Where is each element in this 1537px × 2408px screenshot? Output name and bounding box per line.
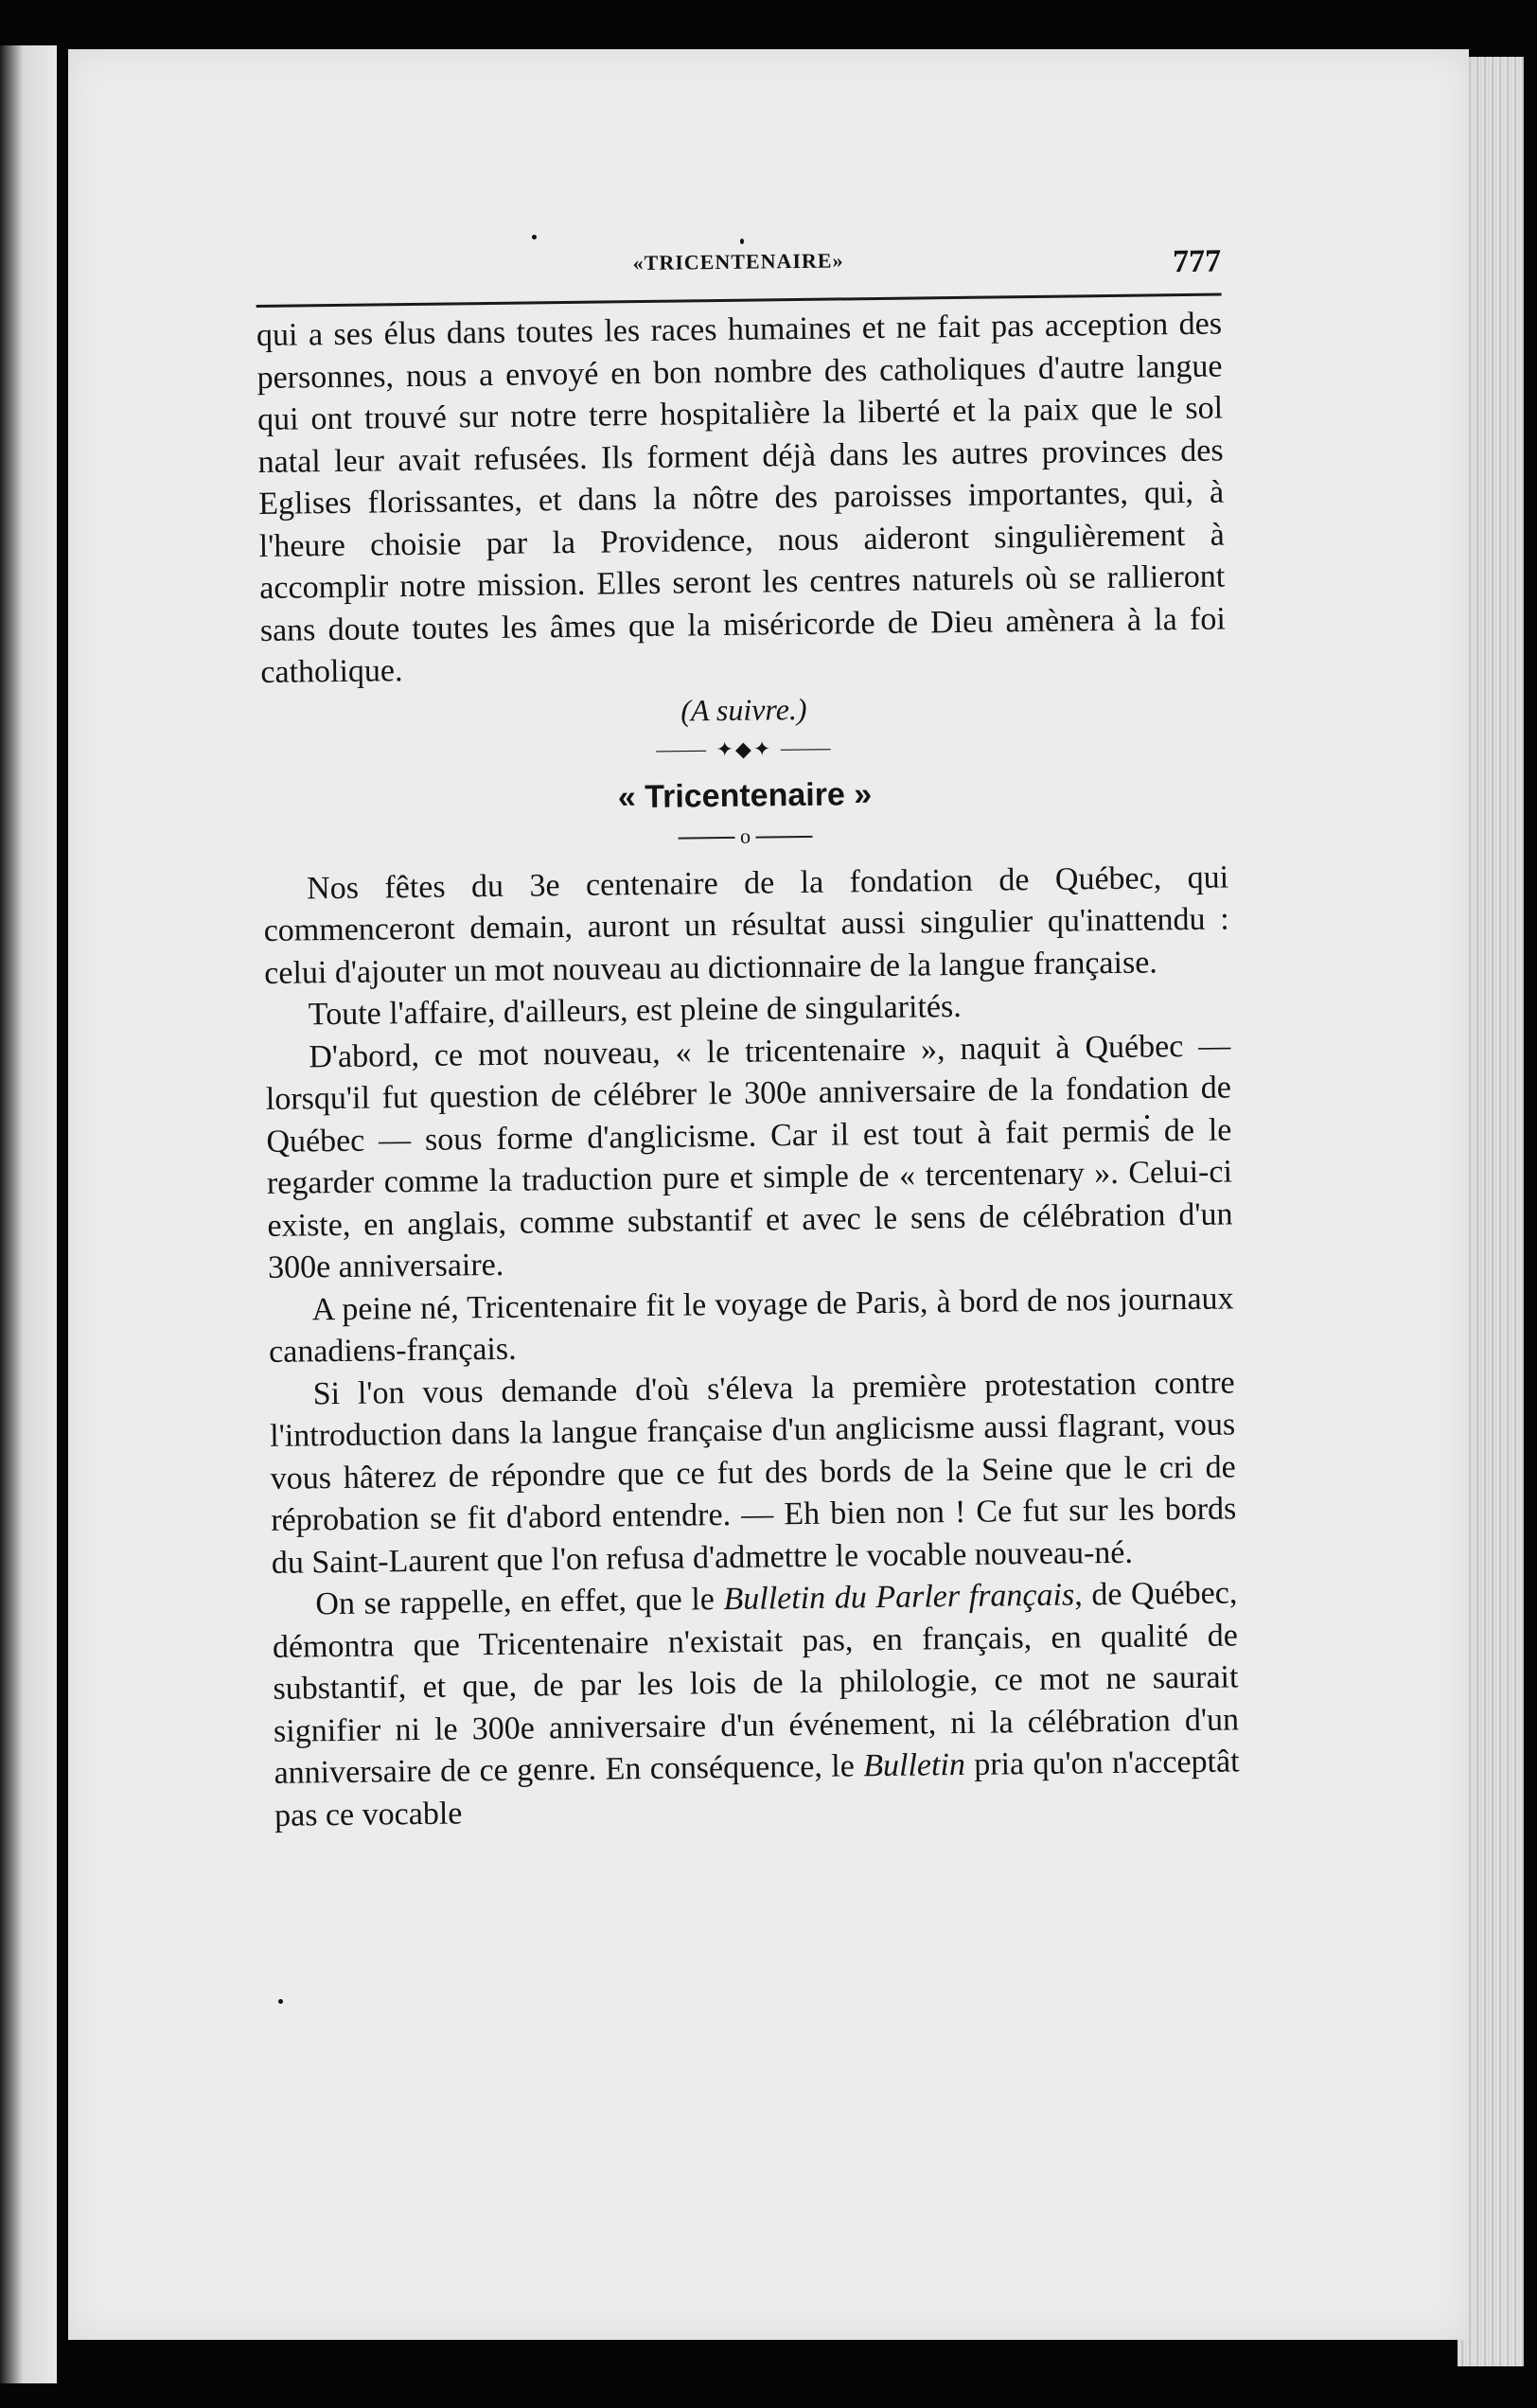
page-content	[256, 244, 1240, 1837]
publication-title: Bulletin du Parler français	[723, 1577, 1075, 1618]
continuation-paragraph: qui a ses élus dans toutes les races humaines et ne fait pas acception des personnes, nous a envoyé en bon nombre des catholiques d'autre langue qui ont trouvé sur notre terre hospitalière la liberté et la paix que le sol natal leur avait refusées. Ils forment déjà dans les autres provinces des Eglises florissantes, et dans la nôtre des paroisses importantes, qui, à l'heure choisie par la Providence, nous aideront singulièrement à accomplir notre mission. Elles seront les centres naturels où se rallieront sans doute toutes les âmes que la miséricorde de Dieu amènera à la foi catholique.	[256, 306, 1226, 690]
to-be-continued-note: (A suivre.)	[680, 691, 807, 728]
divider-line-right	[756, 836, 813, 839]
body-paragraph: D'abord, ce mot nouveau, « le tricentenaire », naquit à Québec — lorsqu'il fut question de célébrer le 300e anniversaire de la fondation de Québec — sous forme d'anglicisme. Car il est tout à fait permis de le regarder comme la traduction pure et simple de « tercentenary ». Celui-ci existe, en anglais, comme substantif et avec le sens de célébration d'un 300e anniversaire.	[265, 1027, 1233, 1285]
section-title: « Tricentenaire »	[617, 775, 873, 815]
text-run: pria qu'on n'acceptât pas ce vocable	[274, 1744, 1240, 1833]
running-header	[256, 244, 1222, 308]
previous-page-edge	[0, 45, 57, 2383]
running-title: «TRICENTENAIRE»	[632, 248, 844, 275]
ink-speck	[740, 239, 744, 244]
ink-speck	[532, 235, 537, 239]
divider-line-left	[679, 837, 735, 840]
body-paragraph: A peine né, Tricentenaire fit le voyage de Paris, à bord de nos journaux canadiens-français.	[268, 1280, 1234, 1370]
ornament-divider: ⸻ ✦◆✦ ⸻	[654, 735, 834, 762]
page-number: 777	[1172, 243, 1222, 280]
body-paragraph: Toute l'affaire, d'ailleurs, est pleine de singularités.	[308, 988, 962, 1033]
text-run: On se rappelle, en effet, que le	[315, 1582, 724, 1622]
text-run: , de Québec, démontra que Tricentenaire n'existait pas, en français, en qualité de substantif, et que, de par les lois de la philologie, ce mot ne saurait signifier ni le 300e anniversaire d'un événement, ni la célébration d'un anniversaire de ce genre. En conséquence, le	[272, 1575, 1240, 1791]
publication-title-short: Bulletin	[863, 1746, 966, 1784]
body-paragraph: Si l'on vous demande d'où s'éleva la première protestation contre l'introduction dans la langue française d'un anglicisme aussi flagrant, vous vous hâterez de répondre que ce fut des bords de la Seine que le cri de réprobation se fit d'abord entendre. — Eh bien non ! Ce fut sur les bords du Saint-Laurent que l'on refusa d'admettre le vocable nouveau-né.	[270, 1364, 1237, 1581]
ink-speck	[278, 1999, 283, 2004]
body-paragraph: Nos fêtes du 3e centenaire de la fondation de Québec, qui commenceront demain, auront un résultat aussi singulier qu'inattendu : celui d'ajouter un mot nouveau au dictionnaire de la langue française.	[263, 859, 1229, 991]
divider-circle: o	[739, 823, 751, 848]
body-paragraph-last	[272, 1572, 1240, 1836]
